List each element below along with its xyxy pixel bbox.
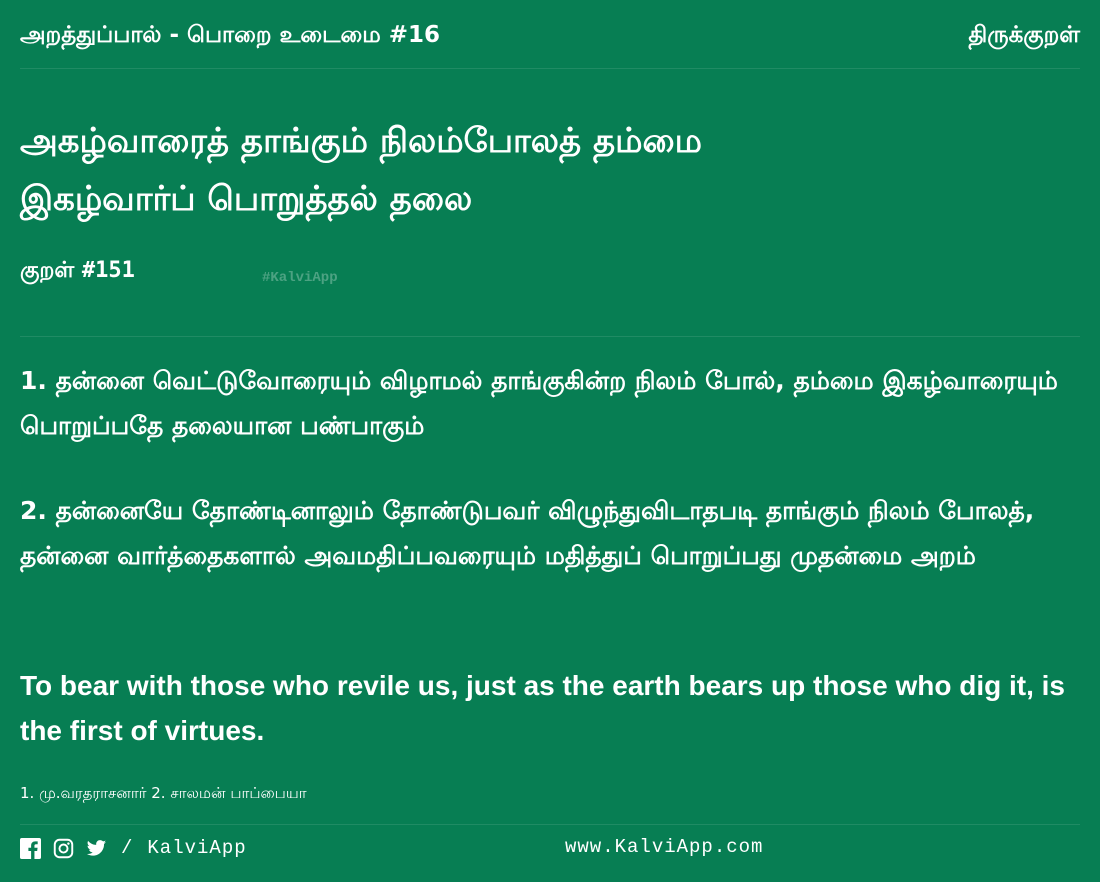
kalviapp-handle[interactable]: KalviApp [147,837,247,859]
meaning-1: 1. தன்னை வெட்டுவோரையும் விழாமல் தாங்குகின்ற நிலம் போல், தம்மை இகழ்வாரையும் பொறுப்பதே தலையான பண்பாகும் [20,366,1058,440]
footer-social [20,836,247,860]
verse-line-2: இகழ்வார்ப் பொறுத்தல் தலை [20,179,473,219]
kural-verse [20,112,1080,228]
meaning-2: 2. தன்னையே தோண்டினாலும் தோண்டுபவர் விழுந்துவிடாதபடி தாங்கும் நிலம் போலத், தன்னை வார்த்தைகளால் அவமதிப்பவரையும் மதித்துப் பொறுப்பது முதன்மை அறம் [20,496,1035,570]
instagram-icon[interactable] [53,838,74,859]
kural-label: குறள் [20,258,75,283]
kural-number [20,258,135,286]
website-link[interactable]: www.KalviApp.com [565,836,764,858]
verse-line-1: அகழ்வாரைத் தாங்கும் நிலம்போலத் தம்மை [20,121,703,161]
divider [20,336,1080,337]
authors-credit: 1. மு.வரதராசனார் 2. சாலமன் பாப்பையா [20,784,307,802]
section-title: அறத்துப்பால் - பொறை உடைமை #16 [20,22,440,48]
kural-number-value: #151 [81,258,135,283]
twitter-icon[interactable] [86,838,107,859]
facebook-icon[interactable] [20,838,41,859]
footer-divider [20,824,1080,825]
footer-separator: / [121,837,134,859]
header-bar [20,22,1080,69]
watermark: #KalviApp [262,270,338,286]
english-translation: To bear with those who revile us, just as the earth bears up those who dig it, is the first of virtues. [20,670,1065,746]
app-title: திருக்குறள் [968,22,1080,48]
